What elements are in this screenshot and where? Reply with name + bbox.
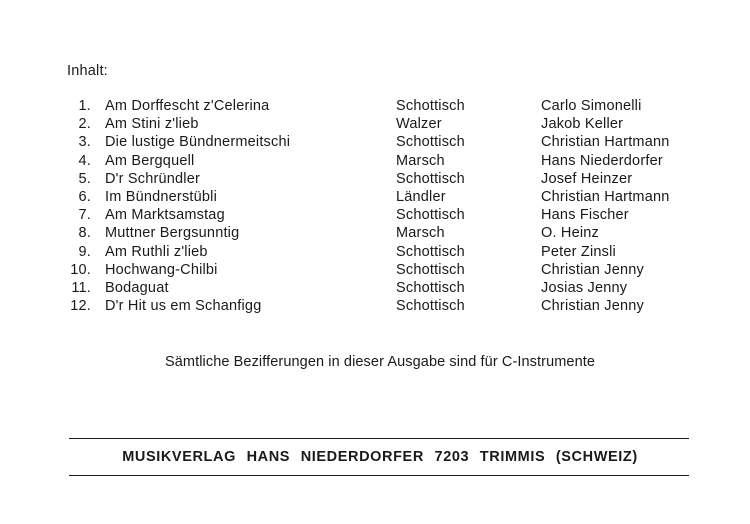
entry-title: Die lustige Bündnermeitschi — [105, 134, 291, 151]
entry-dance: Marsch — [396, 152, 445, 169]
entry-dance: Walzer — [396, 116, 442, 133]
entry-composer: Peter Zinsli — [541, 243, 616, 260]
entry-composer: Jakob Keller — [541, 116, 624, 133]
entry-composer: Christian Hartmann — [541, 188, 670, 205]
entry-dance: Schottisch — [396, 207, 465, 224]
toc-row — [0, 261, 750, 279]
entry-number: 2. — [78, 116, 91, 133]
toc-row — [0, 152, 750, 170]
entry-composer: Christian Jenny — [541, 261, 644, 278]
entry-title: Am Ruthli z'lieb — [105, 243, 208, 260]
entry-title: Im Bündnerstübli — [105, 188, 218, 205]
entry-title: Bodaguat — [105, 279, 169, 296]
entry-number: 4. — [78, 152, 91, 169]
entry-number: 7. — [78, 207, 91, 224]
entry-number: 3. — [78, 134, 91, 151]
entry-title: Muttner Bergsunntig — [105, 225, 240, 242]
toc-row — [0, 133, 750, 151]
entry-composer: Christian Hartmann — [541, 134, 670, 151]
entry-title: D'r Hit us em Schanfigg — [105, 298, 262, 315]
table-of-contents — [0, 97, 750, 315]
entry-title: Am Marktsamstag — [105, 207, 225, 224]
entry-number: 6. — [78, 188, 91, 205]
publisher-line: MUSIKVERLAG HANS NIEDERDORFER 7203 TRIMMIS (SCHWEIZ) — [122, 449, 638, 465]
contents-heading: Inhalt: — [67, 63, 108, 79]
entry-number: 1. — [78, 98, 91, 114]
entry-composer: O. Heinz — [541, 225, 600, 242]
entry-dance: Marsch — [396, 225, 445, 242]
entry-dance: Schottisch — [396, 279, 465, 296]
toc-row — [0, 243, 750, 261]
top-divider — [69, 438, 689, 439]
entry-composer: Josias Jenny — [541, 279, 628, 296]
entry-dance: Schottisch — [396, 98, 465, 114]
entry-number: 11. — [71, 279, 91, 296]
entry-dance: Schottisch — [396, 261, 465, 278]
toc-row — [0, 279, 750, 297]
bottom-divider — [69, 475, 689, 476]
entry-title: Am Bergquell — [105, 152, 195, 169]
entry-composer: Christian Jenny — [541, 298, 644, 315]
toc-row — [0, 224, 750, 242]
toc-row — [0, 115, 750, 133]
entry-title: Am Dorffescht z'Celerina — [105, 98, 270, 114]
entry-dance: Schottisch — [396, 170, 465, 187]
toc-row — [0, 297, 750, 315]
entry-number: 8. — [78, 225, 91, 242]
entry-dance: Ländler — [396, 188, 446, 205]
entry-composer: Hans Niederdorfer — [541, 152, 663, 169]
toc-row — [0, 188, 750, 206]
entry-title: Hochwang-Chilbi — [105, 261, 218, 278]
toc-row — [0, 206, 750, 224]
toc-row — [0, 97, 750, 115]
entry-dance: Schottisch — [396, 243, 465, 260]
entry-composer: Carlo Simonelli — [541, 98, 642, 114]
toc-row — [0, 170, 750, 188]
entry-title: D'r Schründler — [105, 170, 201, 187]
entry-title: Am Stini z'lieb — [105, 116, 199, 133]
entry-number: 5. — [78, 170, 91, 187]
entry-number: 12. — [70, 298, 91, 315]
entry-number: 9. — [78, 243, 91, 260]
entry-composer: Hans Fischer — [541, 207, 629, 224]
entry-number: 10. — [70, 261, 91, 278]
entry-composer: Josef Heinzer — [541, 170, 633, 187]
instrument-note: Sämtliche Bezifferungen in dieser Ausgabe sind für C-Instrumente — [164, 354, 596, 370]
entry-dance: Schottisch — [396, 134, 465, 151]
entry-dance: Schottisch — [396, 298, 465, 315]
